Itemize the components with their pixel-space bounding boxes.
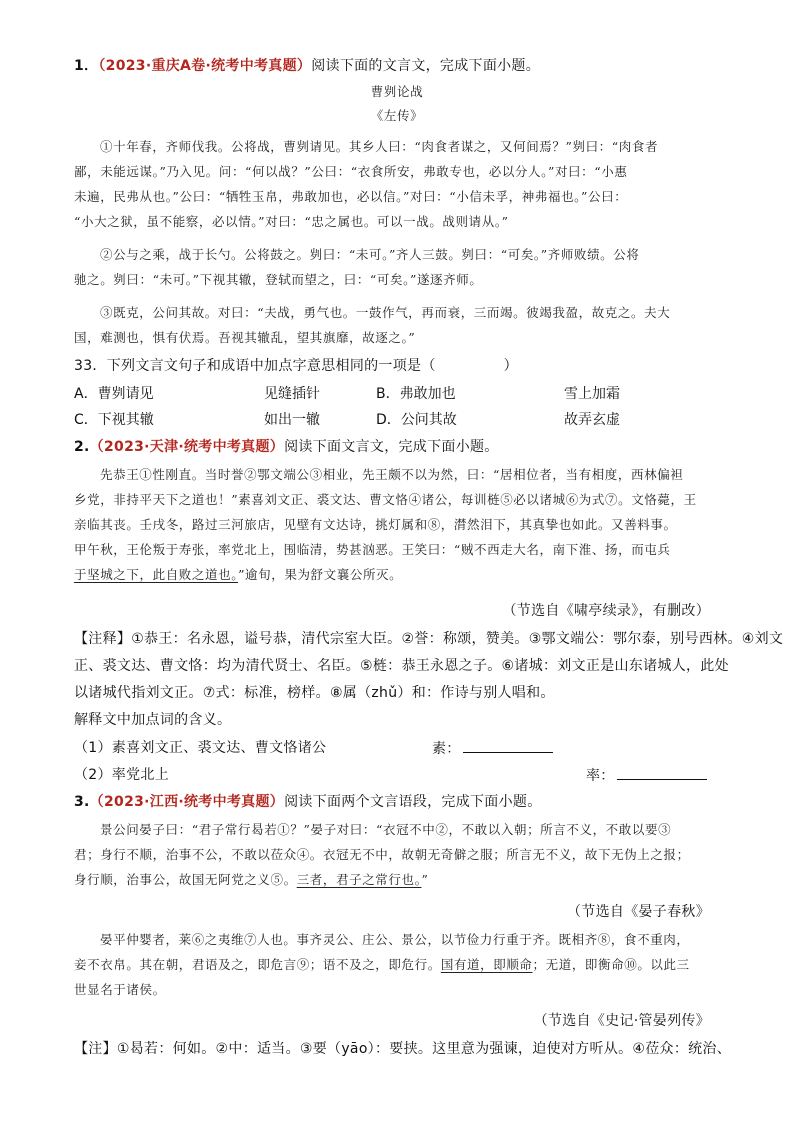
q1-title: 曹刿论战 (370, 84, 424, 99)
q2-line-5 (74, 565, 402, 585)
q2-header (74, 437, 499, 457)
q3-number: 3. (74, 794, 90, 810)
q1-line-2: 鄙，未能远谋。”乃入见。问：“何以战？”公曰：“衣食所安，弗敢专也，必以分人。”对曰：“小惠 (74, 164, 628, 179)
answer-blank-1[interactable] (463, 738, 553, 753)
q2-line-4: 甲午秋，王伦叛于寿张，率党北上，围临清，势甚汹恶。王笑曰：“贼不西走大名，南下淮、扬，而屯兵 (74, 542, 671, 557)
q2-item-2-label: 率： (586, 768, 615, 784)
q2-line-1: 先恭王①性刚直。当时誉②鄂文端公③相业，先王颇不以为然，曰：“居相位者，当有相度，西林偏袒 (100, 467, 684, 482)
q1-header (74, 56, 540, 76)
q3-underlined-sentence-2: 国有道，即顺命 (440, 957, 533, 972)
q1-number: 1． (74, 58, 99, 74)
q2-item-2-answer (586, 765, 707, 786)
q3-underlined-sentence-1: 三者，君子之常行也。 (296, 872, 422, 887)
q3-line-a1: 景公问晏子曰：“君子常行曷若①？”晏子对曰：“衣冠不中②，不敢以入朝；所言不义，不敢以要③ (100, 822, 672, 837)
q1-source-open: （ (98, 58, 106, 74)
q2-note-3: 以诸城代指刘文正。⑦式：标准，榜样。⑧属（zhǔ）和：作诗与别人唱和。 (74, 685, 555, 701)
q2-prompt: 阅读下面文言文，完成下面小题。 (284, 439, 499, 455)
option-a[interactable]: A．曹刿请见 (74, 386, 154, 402)
answer-blank-2[interactable] (617, 765, 707, 780)
q3-note: 【注】①曷若：何如。②中：适当。③要（yāo）：要挟。这里意为强谏，迫使对方听从。④莅众：统治、 (74, 1041, 732, 1057)
option-c-idiom: 如出一辙 (264, 412, 320, 428)
option-b-idiom: 雪上加霜 (564, 386, 620, 402)
q3-source-b: （节选自《史记·管晏列传》 (533, 1013, 710, 1029)
option-a-idiom: 见缝插针 (264, 386, 320, 402)
q3-source: 2023·江西·统考中考真题 (103, 794, 270, 810)
q3-line-a2: 君；身行不顺，治事不公，不敢以莅众④。衣冠无不中，故朝无奇僻之服；所言无不义，故下无伪上之报； (74, 847, 690, 862)
q2-source-open: （ (89, 439, 104, 455)
q1-line-8: 国，难测也，惧有伏焉。吾视其辙乱，望其旗靡，故逐之。” (74, 330, 416, 345)
q1-question-close: ） (503, 358, 518, 374)
q1-line-6: 驰之。刿曰：“未可。”下视其辙，登轼而望之，曰：“可矣。”遂逐齐师。 (74, 272, 483, 287)
q2-item-1-label: 素： (432, 741, 461, 757)
q2-source-note: （节选自《啸亭续录》，有删改） (502, 603, 710, 619)
q3-line-b2-start: 妾不衣帛。其在朝，君语及之，即危言⑨；语不及之，即危行。 (74, 957, 441, 972)
q3-line-a3 (74, 870, 428, 890)
q2-item-1: （1）素喜刘文正、裘文达、曹文恪诸公 (74, 740, 327, 756)
q3-prompt: 阅读下面两个文言语段，完成下面小题。 (284, 794, 542, 810)
q1-source-close: ） (296, 58, 312, 74)
q1-question (74, 356, 518, 376)
q3-line-a3-start: 身行顺，治事公，故国无阿党之义⑤。 (74, 872, 297, 887)
q2-number: 2. (74, 439, 90, 455)
option-d-idiom: 故弄玄虚 (564, 412, 620, 428)
q2-line-5-rest: ”逾旬，果为舒文襄公所灭。 (238, 567, 403, 582)
option-c[interactable]: C．下视其辙 (74, 412, 154, 428)
q3-line-b3: 世显名于诸侯。 (74, 982, 166, 997)
q1-line-7: ③既克，公问其故。对曰：“夫战，勇气也。一鼓作气，再而衰，三而竭。彼竭我盈，故克之。夫大 (100, 305, 671, 320)
q1-line-1: ①十年春，齐师伐我。公将战，曹刿请见。其乡人曰：“肉食者谋之，又何间焉？”刿曰：“肉食者 (100, 139, 659, 154)
q1-prompt: 阅读下面的文言文，完成下面小题。 (311, 58, 541, 74)
q1-line-3: 未遍，民弗从也。”公曰：“牺牲玉帛，弗敢加也，必以信。”对曰：“小信未孚，神弗福也。”公曰： (74, 189, 628, 204)
q3-line-b2-end: ；无道，即衡命⑩。以此三 (532, 957, 690, 972)
q3-line-b2 (74, 955, 690, 975)
q2-item-2: （2）率党北上 (74, 767, 170, 783)
q1-line-4: “小大之狱，虽不能察，必以情。”对曰：“忠之属也。可以一战。战则请从。” (74, 214, 509, 229)
option-b[interactable]: B．弗敢加也 (376, 386, 456, 402)
q1-question-text: 33．下列文言文句子和成语中加点字意思相同的一项是（ (74, 358, 436, 374)
q3-line-a3-end: ” (421, 872, 429, 887)
q2-item-1-answer (432, 738, 553, 759)
q1-line-5: ②公与之乘，战于长勺。公将鼓之。刿曰：“未可。”齐人三鼓。刿曰：“可矣。”齐师败绩。公将 (100, 247, 640, 262)
q2-note-2: 正、裘文达、曹文恪：均为清代贤士、名臣。⑤梿：恭王永恩之子。⑥诸城：刘文正是山东诸城人，此处 (74, 658, 729, 674)
q2-line-2: 乡党，非持平天下之道也！”素喜刘文正、裘文达、曹文恪④诸公，每训梿⑤必以诸城⑥为式⑦。文恪薨，王 (74, 492, 697, 507)
q3-line-b1: 晏平仲婴者，莱⑥之夷维⑦人也。事齐灵公、庄公、景公，以节俭力行重于齐。既相齐⑧，食不重肉， (100, 932, 690, 947)
q3-source-open: （ (89, 794, 104, 810)
q1-subtitle: 《左传》 (370, 108, 424, 123)
q2-instruction: 解释文中加点词的含义。 (74, 712, 232, 728)
q1-source: 2023·重庆A卷·统考中考真题 (105, 58, 297, 74)
option-d[interactable]: D．公问其故 (376, 412, 457, 428)
q2-note-1: 【注释】①恭王：名永恩，谥号恭，清代宗室大臣。②誉：称颂，赞美。③鄂文端公：鄂尔泰，别号西林。④刘文 (74, 631, 784, 647)
q2-source: 2023·天津·统考中考真题 (103, 439, 270, 455)
q2-underlined-sentence: 于坚城之下，此自败之道也。 (74, 567, 239, 582)
q3-header (74, 792, 542, 812)
q3-source-a: （节选自《晏子春秋》 (567, 904, 710, 920)
q3-source-close: ） (269, 794, 285, 810)
q2-line-3: 亲临其丧。壬戌冬，路过三河旅店，见壁有文达诗，挑灯属和⑧，潸然泪下，其真挚也如此。又善料事。 (74, 517, 677, 532)
q2-source-close: ） (269, 439, 285, 455)
